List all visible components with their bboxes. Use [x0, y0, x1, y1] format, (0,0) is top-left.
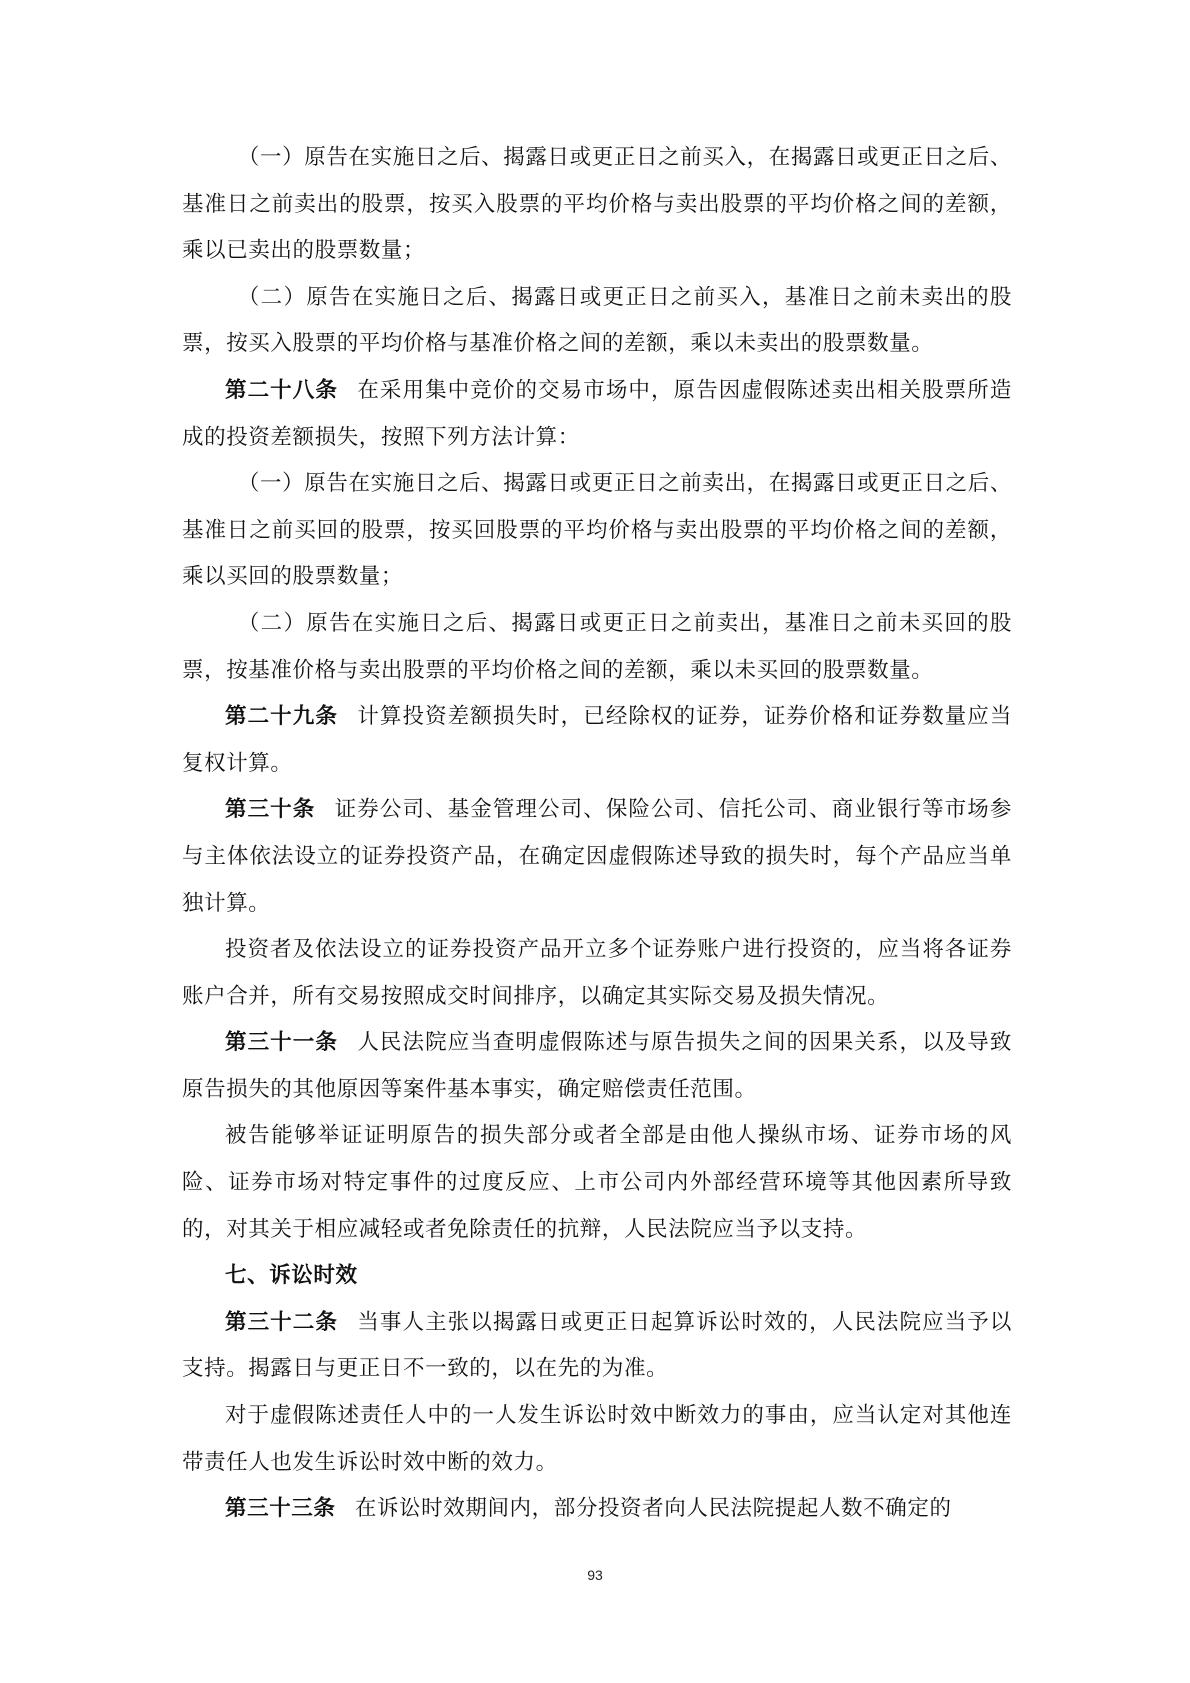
paragraph: 被告能够举证证明原告的损失部分或者全部是由他人操纵市场、证券市场的风险、证券市场对特定事件的过度反应、上市公司内外部经营环境等其他因素所导致的，对其关于相应减轻或者免除责任的抗辩，人民法院应当予以支持。: [182, 1123, 1012, 1242]
article-paragraph: 第三十条 证券公司、基金管理公司、保险公司、信托公司、商业银行等市场参与主体依法设立的证券投资产品，在确定因虚假陈述导致的损失时，每个产品应当单独计算。: [182, 797, 1012, 916]
article-paragraph: 第二十八条 在采用集中竞价的交易市场中，原告因虚假陈述卖出相关股票所造成的投资差额损失，按照下列方法计算：: [182, 377, 1012, 450]
article-paragraph: 第三十三条 在诉讼时效期间内，部分投资者向人民法院提起人数不确定的: [225, 1496, 952, 1522]
paragraph: 投资者及依法设立的证券投资产品开立多个证券账户进行投资的，应当将各证券账户合并，所有交易按照成交时间排序，以确定其实际交易及损失情况。: [182, 937, 1012, 1009]
article-number: 第二十九条: [225, 704, 338, 730]
article-paragraph: 第三十二条 当事人主张以揭露日或更正日起算诉讼时效的，人民法院应当予以支持。揭露日与更正日不一致的，以在先的为准。: [182, 1309, 1012, 1382]
article-number: 第三十三条: [225, 1496, 336, 1522]
article-number: 第三十条: [225, 797, 316, 823]
article-paragraph: 第三十一条 人民法院应当查明虚假陈述与原告损失之间的因果关系，以及导致原告损失的其他原因等案件基本事实，确定赔偿责任范围。: [182, 1030, 1012, 1102]
article-number: 第二十八条: [225, 377, 338, 403]
document-body: [182, 135, 1012, 1533]
page-number: 93: [587, 1567, 603, 1583]
paragraph: （一）原告在实施日之后、揭露日或更正日之前卖出，在揭露日或更正日之后、基准日之前买回的股票，按买回股票的平均价格与卖出股票的平均价格之间的差额，乘以买回的股票数量；: [182, 471, 1012, 590]
paragraph: 对于虚假陈述责任人中的一人发生诉讼时效中断效力的事由，应当认定对其他连带责任人也发生诉讼时效中断的效力。: [182, 1403, 1012, 1475]
paragraph: （二）原告在实施日之后、揭露日或更正日之前卖出，基准日之前未买回的股票，按基准价格与卖出股票的平均价格之间的差额，乘以未买回的股票数量。: [182, 610, 1012, 683]
paragraph: （一）原告在实施日之后、揭露日或更正日之前买入，在揭露日或更正日之后、基准日之前卖出的股票，按买入股票的平均价格与卖出股票的平均价格之间的差额，乘以已卖出的股票数量；: [182, 145, 1012, 264]
article-number: 第三十二条: [225, 1309, 338, 1335]
paragraph: （二）原告在实施日之后、揭露日或更正日之前买入，基准日之前未卖出的股票，按买入股票的平均价格与基准价格之间的差额，乘以未卖出的股票数量。: [182, 284, 1012, 357]
article-number: 第三十一条: [225, 1030, 338, 1056]
article-paragraph: 第二十九条 计算投资差额损失时，已经除权的证券，证券价格和证券数量应当复权计算。: [182, 704, 1012, 776]
section-heading: 七、诉讼时效: [225, 1263, 358, 1289]
